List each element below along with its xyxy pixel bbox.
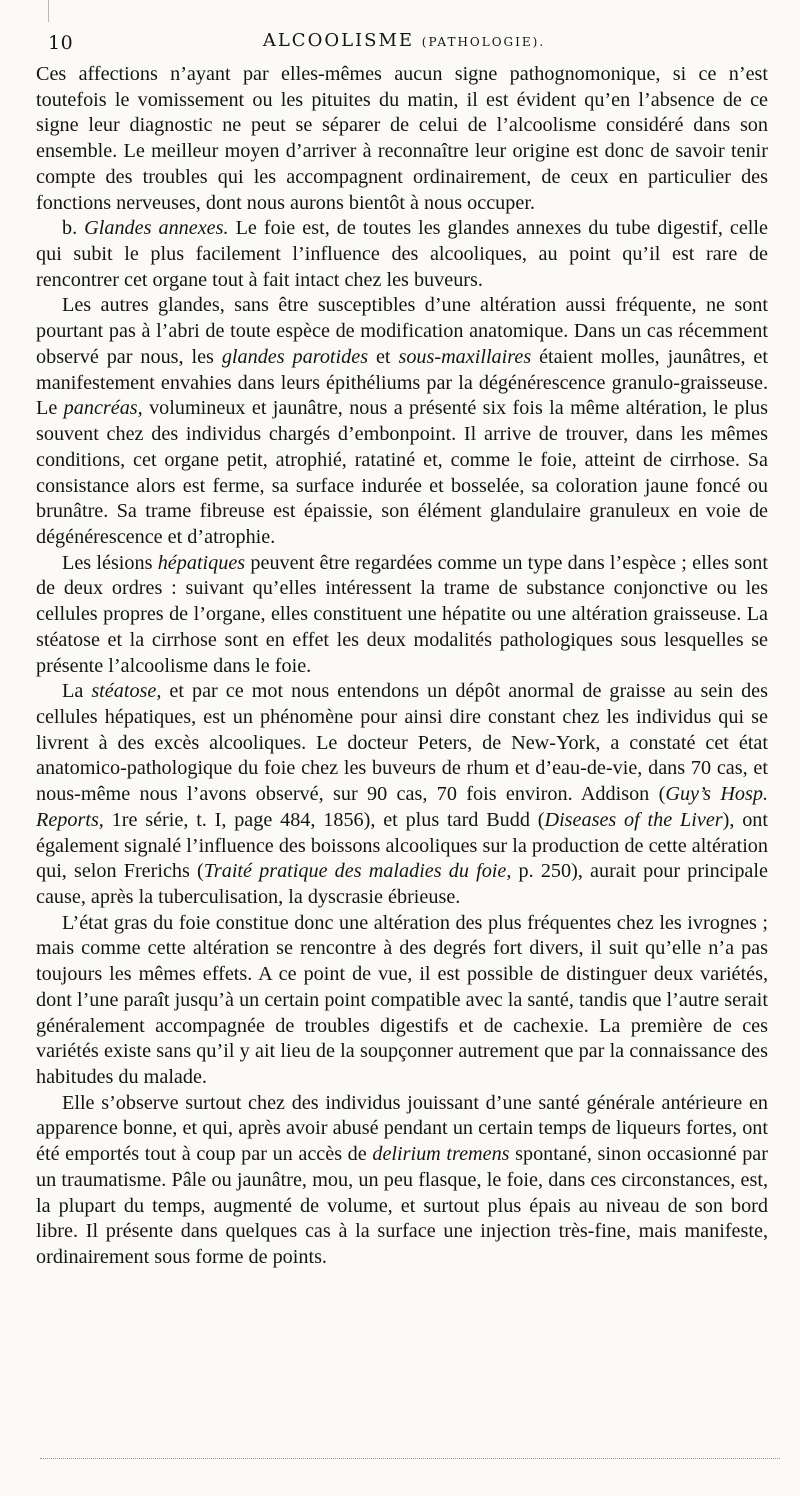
paragraph [36, 551, 768, 680]
italic-run: stéatose, [91, 680, 162, 703]
italic-run: sous-maxillaires [398, 345, 532, 368]
text-run: b. [62, 217, 85, 240]
text-run: Les autres glandes, sans être susceptibles d’une altération aussi fréquente, ne sont pourtant pas à l’abri de toute espèce de modification anatomique. Dans un cas récemment observé par nous, les [36, 294, 768, 368]
text-run: volumineux et jaunâtre, nous a présenté six fois la même altération, le plus souvent chez des individus chargés d’embonpoint. Il arrive de trouver, dans les mêmes conditions, cet organe petit, atrophié, ratatiné et, comme le foie, atteint de cirrhose. Sa consistance alors est ferme, sa surface indurée et bosselée, sa coloration jaune foncé ou brunâtre. Sa trame fibreuse est épaissie, son élément glandulaire granuleux en voie de dégénérescence et d’atrophie. [36, 397, 768, 548]
running-title [48, 30, 760, 51]
running-title-main: ALCOOLISME [262, 30, 415, 51]
margin-mark [48, 0, 49, 22]
text-run: ), ont également signalé l’influence des boissons alcooliques sur la production de cette altération qui, selon Frerichs ( [36, 808, 769, 883]
text-run: étaient molles, jaunâtres, et manifestement envahies dans leurs épithéliums par la dégénérescence granulo-graisseuse. Le [36, 345, 768, 420]
paragraph [36, 62, 768, 216]
text-run: Les lésions [62, 551, 158, 574]
bottom-dotted-rule [40, 1458, 780, 1459]
text-run: spontané, sinon occasionné par un traumatisme. Pâle ou jaunâtre, mou, un peu flasque, le foie, dans ces circonstances, est, la plupart du temps, augmenté de volume, et surtout plus épais au niveau de son bord libre. Il présente dans quelques cas à la surface une injection très-fine, mais manifeste, ordinairement sous forme de points. [36, 1143, 768, 1269]
italic-run: Guy’s Hosp. Reports, [36, 783, 768, 831]
text-run: et par ce mot nous entendons un dépôt anormal de graisse au sein des cellules hépatiques, est un phénomène pour ainsi dire constant chez les individus qui se livrent à des excès alcooliques. Le docteur Peters, de New-York, a constaté cet état anatomico-pathologique du foie chez les buveurs de rhum et d’eau-de-vie, dans 70 cas, et nous-même nous l’avons observé, sur 90 cas, 70 fois environ. Addison ( [36, 680, 769, 806]
text-run: Elle s’observe surtout chez des individus jouissant d’une santé générale antérieure en apparence bonne, et qui, après avoir abusé pendant un certain temps de liqueurs fortes, ont été emportés tout à coup par un accès de [36, 1091, 768, 1166]
running-title-sub: (PATHOLOGIE). [421, 35, 546, 49]
paragraph [36, 1091, 768, 1271]
italic-run: pancréas, [63, 397, 143, 420]
paragraph [36, 679, 768, 910]
italic-run: glandes parotides [221, 345, 369, 368]
paragraph [36, 293, 768, 550]
italic-run: Glandes annexes. [84, 217, 229, 240]
paragraph [36, 911, 768, 1091]
text-run: La [62, 680, 92, 703]
text-run: 1re série, t. I, page 484, 1856), et plus tard Budd ( [103, 808, 545, 831]
italic-run: delirium tremens [372, 1143, 510, 1166]
page-number: 10 [48, 32, 74, 54]
body-text [36, 62, 768, 1271]
text-run: peuvent être regardées comme un type dans l’espèce ; elles sont de deux ordres : suivant qu’elles intéressent la trame de substance conjonctive ou les cellules propres de l’organe, elles constituent une hépatite ou une altération graisseuse. La stéatose et la cirrhose sont en effet les deux modalités pathologiques sous lesquelles se présente l’alcoolisme dans le foie. [36, 551, 768, 677]
running-header [48, 30, 760, 56]
text-run: Le foie est, de toutes les glandes annexes du tube digestif, celle qui subit le plus facilement l’influence des alcooliques, au point qu’il est rare de rencontrer cet organe tout à fait intact chez les buveurs. [36, 217, 768, 291]
text-run: et [368, 345, 399, 368]
italic-run: hépatiques [157, 551, 246, 574]
text-run: L’état gras du foie constitue donc une altération des plus fréquentes chez les ivrognes ; mais comme cette altération se rencontre à des degrés fort divers, il suit qu’elle n’a pas toujours les mêmes effets. A ce point de vue, il est possible de distinguer deux variétés, dont l’une paraît jusqu’à un certain point compatible avec la santé, tandis que l’autre serait généralement accompagnée de troubles digestifs et de cachexie. La première de ces variétés existe sans qu’il y ait lieu de la soupçonner autrement que par la connaissance des habitudes du malade. [36, 911, 768, 1089]
paragraph [36, 216, 768, 293]
text-run: Ces affections n’ayant par elles-mêmes aucun signe pathognomonique, si ce n’est toutefois le vomissement ou les pituites du matin, il est évident qu’en l’absence de ce signe leur diagnostic ne peut se séparer de celui de l’alcoolisme considéré dans son ensemble. Le meilleur moyen d’arriver à reconnaître leur origine est donc de savoir tenir compte des troubles qui les accompagnent ordinairement, de ceux en particulier des fonctions nerveuses, dont nous aurons bientôt à nous occuper. [36, 63, 768, 214]
italic-run: Traité pratique des maladies du foie, [203, 860, 512, 883]
text-run: p. 250), aurait pour principale cause, après la tuberculisation, la dyscrasie ébrieuse. [36, 860, 768, 908]
italic-run: Diseases of the Liver [544, 808, 723, 831]
